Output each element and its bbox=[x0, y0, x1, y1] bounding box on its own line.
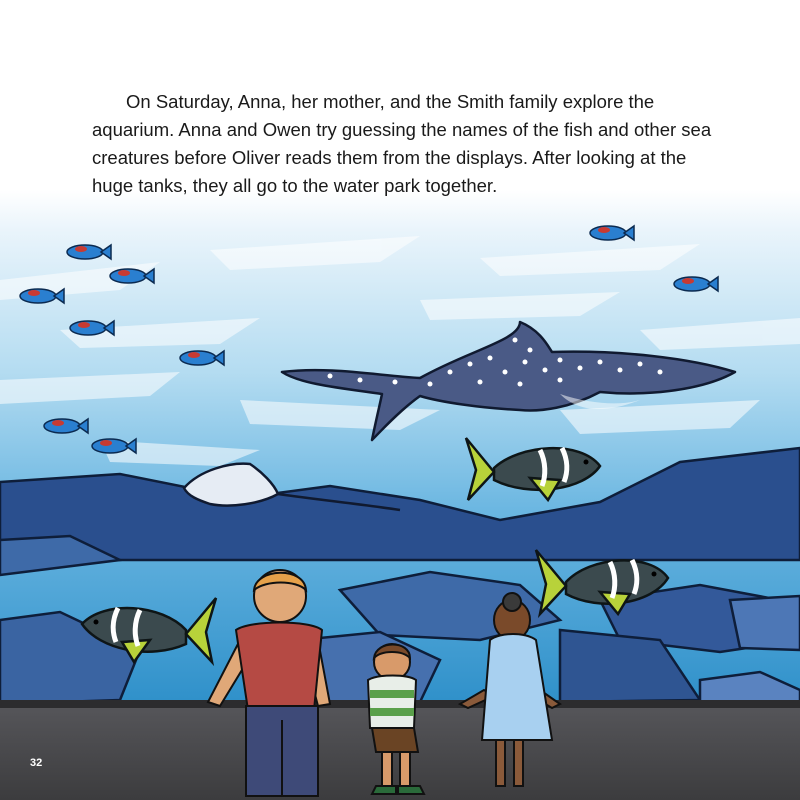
story-line-4: huge tanks, they all go to the water park together. bbox=[92, 175, 498, 196]
page-number: 32 bbox=[30, 757, 43, 769]
story-line-3: creatures before Oliver reads them from the displays. After looking at the bbox=[92, 147, 687, 168]
story-text bbox=[92, 88, 732, 200]
story-line-1: On Saturday, Anna, her mother, and the Smith family explore the bbox=[126, 91, 655, 112]
story-line-2: aquarium. Anna and Owen try guessing the names of the fish and other sea bbox=[92, 119, 712, 140]
